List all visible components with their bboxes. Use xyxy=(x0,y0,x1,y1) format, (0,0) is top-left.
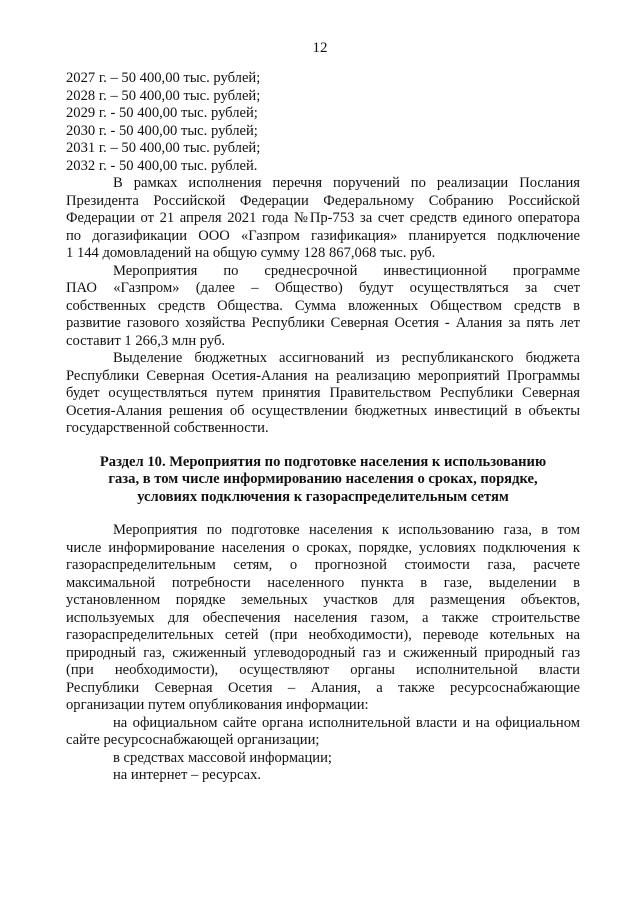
paragraph-line: Президента Российской Федерации Федеральному Собранию Российской xyxy=(66,192,580,209)
paragraph-line: Республики Северная Осетия-Алания на реализацию мероприятий Программы xyxy=(66,367,580,384)
paragraph-line: ПАО «Газпром» (далее – Общество) будут осуществляться за счет xyxy=(66,280,580,296)
heading-line: Раздел 10. Мероприятия по подготовке населения к использованию xyxy=(99,453,547,470)
paragraph-line: составит 1 266,3 млн руб. xyxy=(66,332,226,349)
paragraph-line: государственной собственности. xyxy=(66,420,269,436)
heading-line: газа, в том числе информированию населения о сроках, порядке, xyxy=(108,471,538,487)
yearly-funding-item: 2030 г. - 50 400,00 тыс. рублей; xyxy=(66,122,258,139)
paragraph-population-preparation xyxy=(66,522,580,715)
paragraph-line: газораспределительным сетям, о прогнозной стоимости газа, расчете xyxy=(66,557,580,573)
paragraph-line: Федерации от 21 апреля 2021 года №Пр-753 за счет средств единого оператора xyxy=(66,210,580,226)
yearly-funding-item: 2029 г. - 50 400,00 тыс. рублей; xyxy=(66,105,258,121)
list-item-line: на официальном сайте органа исполнительной власти и на официальном xyxy=(113,714,580,731)
paragraph-line: 1 144 домовладений на общую сумму 128 867,068 тыс. руб. xyxy=(66,245,436,261)
paragraph-line: Мероприятия по подготовке населения к использованию газа, в том xyxy=(113,522,580,538)
paragraph-line: Республики Северная Осетия – Алания, а также ресурсоснабжающие xyxy=(66,679,580,696)
list-item xyxy=(66,750,580,768)
spacer xyxy=(66,506,580,522)
section-heading xyxy=(66,454,580,507)
paragraph-gasification-order xyxy=(66,175,580,263)
paragraph-investment-program xyxy=(66,263,580,351)
paragraph-line: Осетия-Алания решения об осуществлении бюджетных инвестиций в объекты xyxy=(66,402,580,419)
yearly-funding-list xyxy=(66,70,580,175)
list-item xyxy=(66,715,580,750)
paragraph-line: природный газ, сжиженный углеводородный газ и сжиженный природный газ xyxy=(66,644,580,661)
paragraph-line: по догазификации ООО «Газпром газификация» планируется подключение xyxy=(66,227,580,244)
paragraph-line: используемых для обеспечения населения газом, а также строительстве xyxy=(66,609,580,626)
paragraph-line: газораспределительных сетей (при необходимости), переводе котельных на xyxy=(66,627,580,643)
page-number: 12 xyxy=(312,40,328,56)
paragraph-line: собственных средств Общества. Сумма вложенных Обществом средств в xyxy=(66,297,580,314)
yearly-funding-item: 2028 г. – 50 400,00 тыс. рублей; xyxy=(66,87,261,104)
paragraph-line: числе информирование населения о сроках, порядке, условиях подключения к xyxy=(66,539,580,556)
publication-channels-list xyxy=(66,715,580,785)
paragraph-line: установленном порядке земельных участков для размещения объектов, xyxy=(66,592,580,608)
paragraph-line: максимальной потребности населенного пункта в газе, выделении в xyxy=(66,574,580,591)
page-content xyxy=(66,70,580,785)
paragraph-line: Выделение бюджетных ассигнований из республиканского бюджета xyxy=(113,350,580,366)
paragraph-line: (при необходимости), осуществляют органы исполнительной власти xyxy=(66,662,580,678)
spacer xyxy=(66,438,580,454)
paragraph-line: развитие газового хозяйства Республики Северная Осетия - Алания за пять лет xyxy=(66,315,580,331)
paragraph-line: организации путем опубликования информации: xyxy=(66,697,369,713)
yearly-funding-item: 2031 г. – 50 400,00 тыс. рублей; xyxy=(66,140,261,156)
list-item-line: на интернет – ресурсах. xyxy=(113,767,262,783)
paragraph-line: В рамках исполнения перечня поручений по реализации Послания xyxy=(113,175,580,191)
list-item-line: сайте ресурсоснабжающей организации; xyxy=(66,732,320,748)
list-item-line: в средствах массовой информации; xyxy=(113,749,332,766)
paragraph-line: будет осуществляться путем принятия Правительством Республики Северная xyxy=(66,385,580,401)
yearly-funding-item: 2027 г. – 50 400,00 тыс. рублей; xyxy=(66,70,261,86)
paragraph-budget-allocation xyxy=(66,350,580,438)
heading-line: условиях подключения к газораспределительным сетям xyxy=(137,488,509,505)
paragraph-line: Мероприятия по среднесрочной инвестиционной программе xyxy=(113,262,580,279)
list-item xyxy=(66,767,580,785)
yearly-funding-item: 2032 г. - 50 400,00 тыс. рублей. xyxy=(66,157,258,174)
